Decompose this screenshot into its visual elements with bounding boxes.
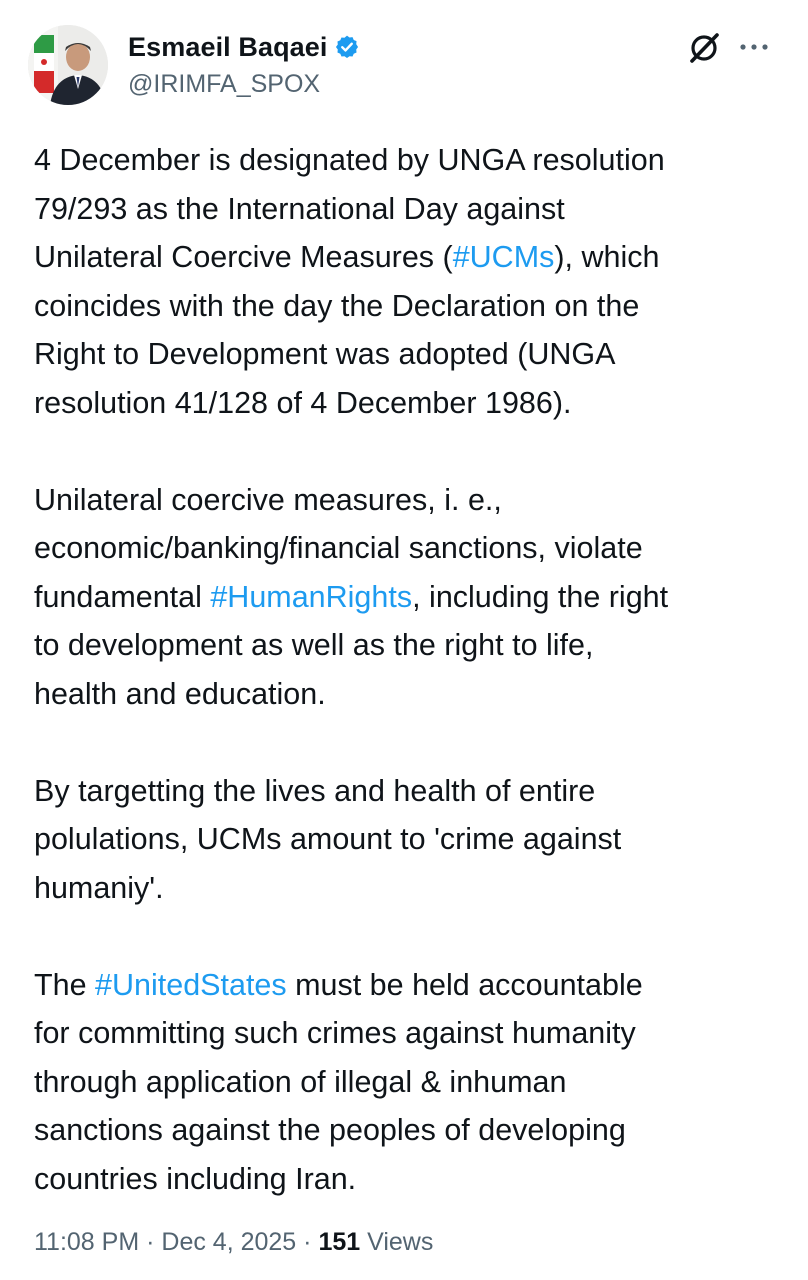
views-label[interactable]: Views (367, 1228, 434, 1256)
text-run: Unilateral coercive measures, i. e., economic/banking/financial sanctions, violate fundamental (34, 482, 643, 614)
text-run: 4 December is designated by UNGA resolution 79/293 as the International Day against Unilateral Coercive Measures ( (34, 143, 665, 274)
text-run: , including the right to development as well as the right to life, health and education. (34, 579, 669, 711)
grok-icon[interactable] (686, 30, 722, 66)
hashtag-link-ucms[interactable]: #UCMs (452, 240, 555, 274)
more-icon[interactable] (738, 40, 770, 54)
tweet-paragraph-2 (34, 476, 784, 719)
tweet-text (34, 136, 784, 1203)
tweet-header (0, 0, 808, 120)
name-row (128, 30, 360, 64)
tweet-meta (34, 1228, 433, 1257)
avatar[interactable] (28, 25, 108, 105)
tweet-paragraph-4 (34, 961, 784, 1204)
tweet-paragraph-3 (34, 767, 784, 913)
meta-separator: · (146, 1228, 155, 1256)
profile-photo-icon (28, 25, 108, 105)
user-handle[interactable]: @IRIMFA_SPOX (128, 70, 321, 98)
text-run: By targetting the lives and health of entire polulations, UCMs amount to 'crime against humaniy'. (34, 773, 622, 905)
text-run: The (34, 967, 96, 1002)
tweet-time[interactable]: 11:08 PM (34, 1228, 140, 1256)
hashtag-link-unitedstates[interactable]: #UnitedStates (95, 967, 287, 1002)
display-name[interactable]: Esmaeil Baqaei (128, 31, 328, 62)
text-run: ), which coincides with the day the Declaration on the Right to Development was adopted (UNGA resolution 41/128 of 4 December 1986). (34, 240, 660, 420)
hashtag-link-humanrights[interactable]: #HumanRights (210, 579, 413, 614)
views-count[interactable]: 151 (318, 1228, 361, 1256)
meta-separator: · (303, 1228, 312, 1256)
verified-badge-icon (334, 34, 360, 60)
tweet-paragraph-1 (34, 136, 784, 427)
text-run: must be held accountable for committing such crimes against humanity through application of illegal & inhuman sanctions against the peoples of developing countries including Iran. (34, 967, 643, 1196)
tweet-date[interactable]: Dec 4, 2025 (161, 1228, 297, 1256)
